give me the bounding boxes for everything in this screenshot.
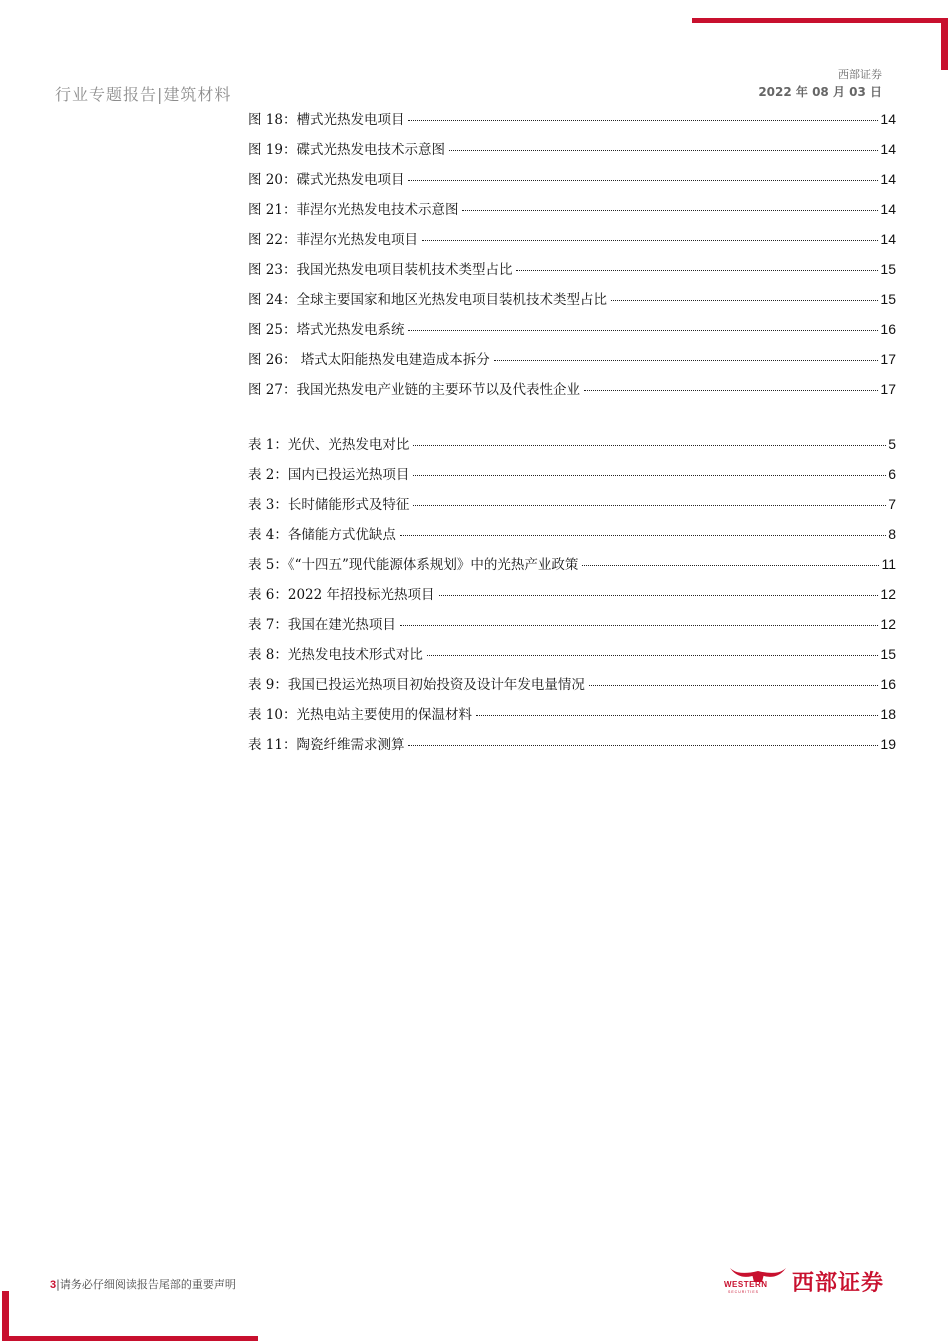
- toc-dot-leader: [413, 505, 886, 506]
- toc-entry-label: 图 19：碟式光热发电技术示意图: [248, 142, 445, 158]
- toc-entry-page: 14: [880, 141, 896, 157]
- figures-toc-list: [248, 108, 896, 408]
- toc-dot-leader: [413, 475, 886, 476]
- toc-entry-page: 17: [880, 351, 896, 367]
- toc-dot-leader: [589, 685, 879, 686]
- toc-entry-page: 15: [880, 646, 896, 662]
- toc-entry-page: 17: [880, 381, 896, 397]
- toc-entry-label: 表 5：《“十四五”现代能源体系规划》中的光热产业政策: [248, 557, 579, 573]
- toc-entry-page: 15: [880, 261, 896, 277]
- toc-entry[interactable]: [248, 433, 896, 463]
- corner-rule-bottom-left: [2, 1291, 9, 1341]
- toc-entry-page: 18: [880, 706, 896, 722]
- toc-dot-leader: [476, 715, 878, 716]
- toc-entry[interactable]: [248, 108, 896, 138]
- toc-entry-label: 图 27：我国光热发电产业链的主要环节以及代表性企业: [248, 382, 580, 398]
- toc-dot-leader: [494, 360, 879, 361]
- toc-entry-label: 表 8：光热发电技术形式对比: [248, 647, 423, 663]
- toc-entry-page: 14: [880, 111, 896, 127]
- toc-entry-page: 5: [888, 436, 896, 452]
- toc-dot-leader: [408, 180, 878, 181]
- toc-entry-label: 表 4：各储能方式优缺点: [248, 527, 396, 543]
- toc-entry[interactable]: [248, 348, 896, 378]
- brand-name: 西部证券: [838, 68, 882, 81]
- toc-entry-page: 12: [880, 586, 896, 602]
- toc-entry-page: 16: [880, 676, 896, 692]
- toc-entry-page: 12: [880, 616, 896, 632]
- toc-entry-page: 15: [880, 291, 896, 307]
- toc-entry-label: 图 21：菲涅尔光热发电技术示意图: [248, 202, 459, 218]
- toc-dot-leader: [400, 535, 886, 536]
- report-date: 2022 年 08 月 03 日: [758, 85, 882, 99]
- toc-entry-page: 16: [880, 321, 896, 337]
- corner-rule-top: [692, 18, 948, 23]
- toc-entry[interactable]: [248, 198, 896, 228]
- page-number: 3: [50, 1279, 57, 1291]
- toc-entry[interactable]: [248, 378, 896, 408]
- toc-entry[interactable]: [248, 168, 896, 198]
- toc-dot-leader: [408, 120, 878, 121]
- toc-entry-page: 7: [888, 496, 896, 512]
- toc-dot-leader: [400, 625, 879, 626]
- report-type-header: 行业专题报告|建筑材料: [55, 85, 232, 104]
- toc-entry[interactable]: [248, 553, 896, 583]
- toc-entry-label: 表 10：光热电站主要使用的保温材料: [248, 707, 472, 723]
- toc-entry-label: 图 22：菲涅尔光热发电项目: [248, 232, 418, 248]
- toc-entry[interactable]: [248, 138, 896, 168]
- toc-entry-label: 图 23：我国光热发电项目装机技术类型占比: [248, 262, 513, 278]
- logo-english: WESTERN: [724, 1280, 768, 1289]
- figures-toc: [248, 108, 896, 408]
- toc-entry-page: 6: [888, 466, 896, 482]
- corner-rule-bottom: [2, 1336, 258, 1341]
- toc-entry-label: 表 11：陶瓷纤维需求测算: [248, 737, 405, 753]
- logo-chinese: 西部证券: [792, 1271, 885, 1296]
- toc-dot-leader: [422, 240, 878, 241]
- western-securities-logo: [722, 1262, 902, 1298]
- toc-entry[interactable]: [248, 288, 896, 318]
- toc-entry-page: 14: [880, 171, 896, 187]
- toc-entry-page: 11: [881, 556, 896, 572]
- footer-disclaimer: [50, 1276, 236, 1292]
- toc-entry-page: 8: [888, 526, 896, 542]
- toc-entry-label: 图 26： 塔式太阳能热发电建造成本拆分: [248, 352, 490, 368]
- toc-entry[interactable]: [248, 523, 896, 553]
- toc-entry-label: 表 6：2022 年招投标光热项目: [248, 587, 435, 603]
- toc-entry-label: 表 1：光伏、光热发电对比: [248, 437, 410, 453]
- toc-entry-label: 图 18：槽式光热发电项目: [248, 112, 405, 128]
- logo-subtitle: SECURITIES: [728, 1290, 760, 1294]
- toc-entry-label: 表 2：国内已投运光热项目: [248, 467, 410, 483]
- toc-entry[interactable]: [248, 583, 896, 613]
- toc-entry[interactable]: [248, 493, 896, 523]
- toc-entry-page: 14: [880, 201, 896, 217]
- toc-entry[interactable]: [248, 613, 896, 643]
- tables-toc-list: [248, 433, 896, 763]
- corner-rule-top-right: [941, 18, 948, 70]
- toc-entry[interactable]: [248, 673, 896, 703]
- toc-entry[interactable]: [248, 228, 896, 258]
- toc-entry-label: 表 7：我国在建光热项目: [248, 617, 396, 633]
- toc-entry[interactable]: [248, 643, 896, 673]
- tables-toc: [248, 433, 896, 763]
- toc-dot-leader: [582, 565, 879, 566]
- toc-entry-label: 图 20：碟式光热发电项目: [248, 172, 405, 188]
- toc-entry-page: 14: [880, 231, 896, 247]
- toc-entry-label: 表 3：长时储能形式及特征: [248, 497, 410, 513]
- toc-entry[interactable]: [248, 733, 896, 763]
- toc-dot-leader: [462, 210, 878, 211]
- toc-dot-leader: [449, 150, 878, 151]
- toc-entry[interactable]: [248, 258, 896, 288]
- toc-dot-leader: [439, 595, 879, 596]
- toc-entry[interactable]: [248, 703, 896, 733]
- footer-separator: |: [56, 1278, 60, 1291]
- toc-entry[interactable]: [248, 318, 896, 348]
- toc-entry-label: 图 24：全球主要国家和地区光热发电项目装机技术类型占比: [248, 292, 607, 308]
- toc-dot-leader: [408, 745, 878, 746]
- toc-entry-page: 19: [880, 736, 896, 752]
- toc-dot-leader: [611, 300, 878, 301]
- toc-dot-leader: [516, 270, 878, 271]
- toc-entry[interactable]: [248, 463, 896, 493]
- toc-dot-leader: [584, 390, 878, 391]
- toc-entry-label: 图 25：塔式光热发电系统: [248, 322, 405, 338]
- toc-dot-leader: [413, 445, 886, 446]
- toc-dot-leader: [427, 655, 879, 656]
- disclaimer-text: 请务必仔细阅读报告尾部的重要声明: [59, 1278, 236, 1291]
- toc-entry-label: 表 9：我国已投运光热项目初始投资及设计年发电量情况: [248, 677, 585, 693]
- toc-dot-leader: [408, 330, 878, 331]
